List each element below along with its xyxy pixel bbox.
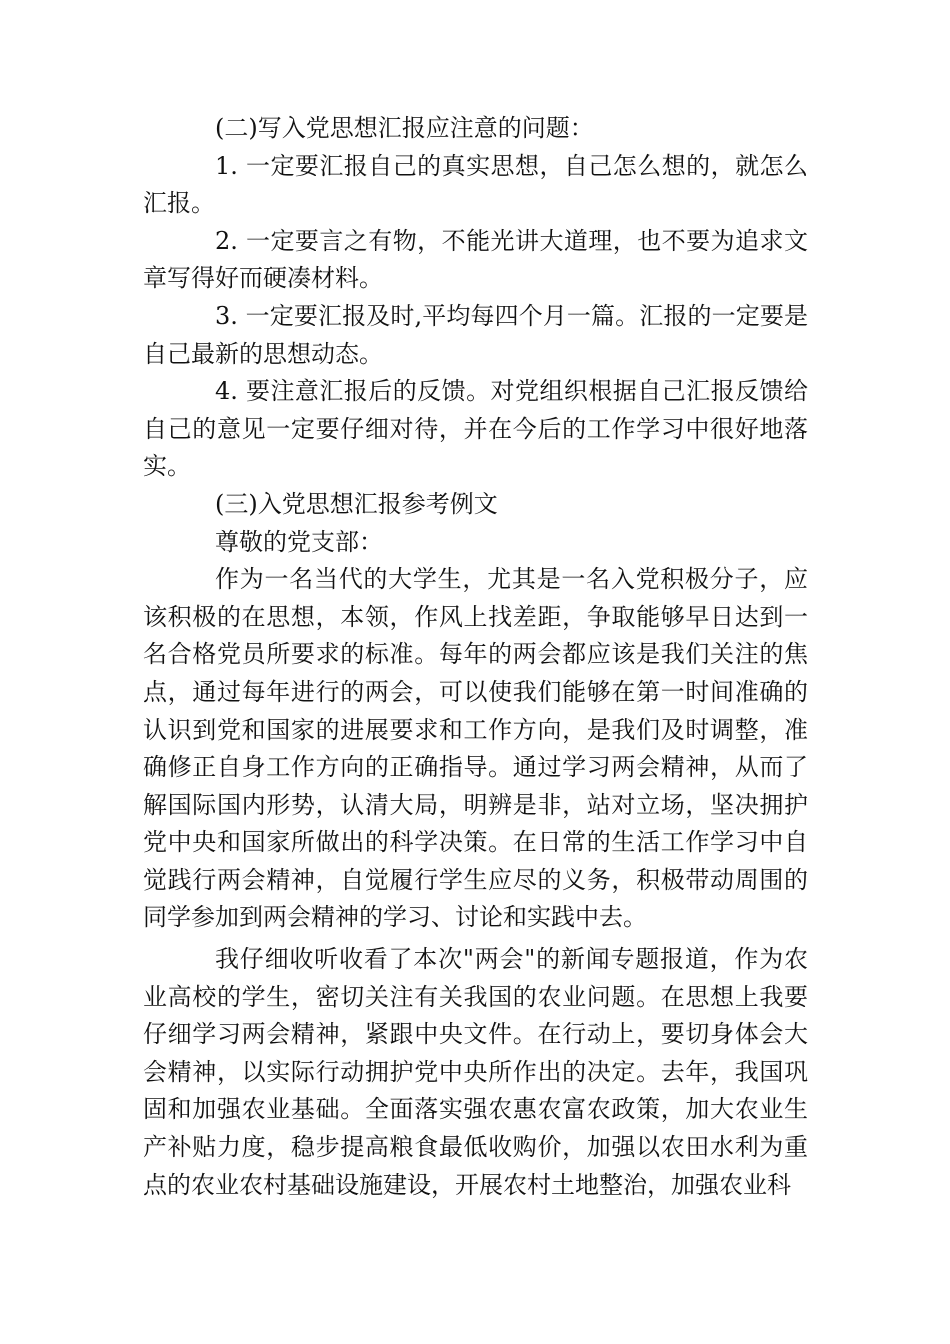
list-item-3: 3. 一定要汇报及时,平均每四个月一篇。汇报的一定要是自己最新的思想动态。 xyxy=(143,301,808,368)
list-item-2: 2. 一定要言之有物，不能光讲大道理，也不要为追求文章写得好而硬凑材料。 xyxy=(143,226,808,293)
list-item-1: 1. 一定要汇报自己的真实思想，自己怎么想的，就怎么汇报。 xyxy=(143,151,808,218)
document-page xyxy=(143,110,808,1204)
list-item-4: 4. 要注意汇报后的反馈。对党组织根据自己汇报反馈给自己的意见一定要仔细对待，并在今后的工作学习中很好地落实。 xyxy=(143,377,808,481)
section-heading-2: (二)写入党思想汇报应注意的问题： xyxy=(215,114,594,142)
body-paragraph-2: 我仔细收听收看了本次"两会"的新闻专题报道，作为农业高校的学生，密切关注有关我国的农业问题。在思想上我要仔细学习两会精神，紧跟中央文件。在行动上，要切身体会大会精神，以实际行动拥护党中央所作出的决定。去年，我国巩固和加强农业基础。全面落实强农惠农富农政策，加大农业生产补贴力度，稳步提高粮食最低收购价，加强以农田水利为重点的农业农村基础设施建设，开展农村土地整治，加强农业科 xyxy=(143,945,808,1199)
body-paragraph-1: 作为一名当代的大学生，尤其是一名入党积极分子，应该积极的在思想，本领，作风上找差距，争取能够早日达到一名合格党员所要求的标准。每年的两会都应该是我们关注的焦点，通过每年进行的两会，可以使我们能够在第一时间准确的认识到党和国家的进展要求和工作方向，是我们及时调整，准确修正自身工作方向的正确指导。通过学习两会精神，从而了解国际国内形势，认清大局，明辨是非，站对立场，坚决拥护党中央和国家所做出的科学决策。在日常的生活工作学习中自觉践行两会精神，自觉履行学生应尽的义务，积极带动周围的同学参加到两会精神的学习、讨论和实践中去。 xyxy=(143,565,808,932)
salutation: 尊敬的党支部： xyxy=(215,527,383,556)
section-heading-3: (三)入党思想汇报参考例文 xyxy=(215,489,498,518)
